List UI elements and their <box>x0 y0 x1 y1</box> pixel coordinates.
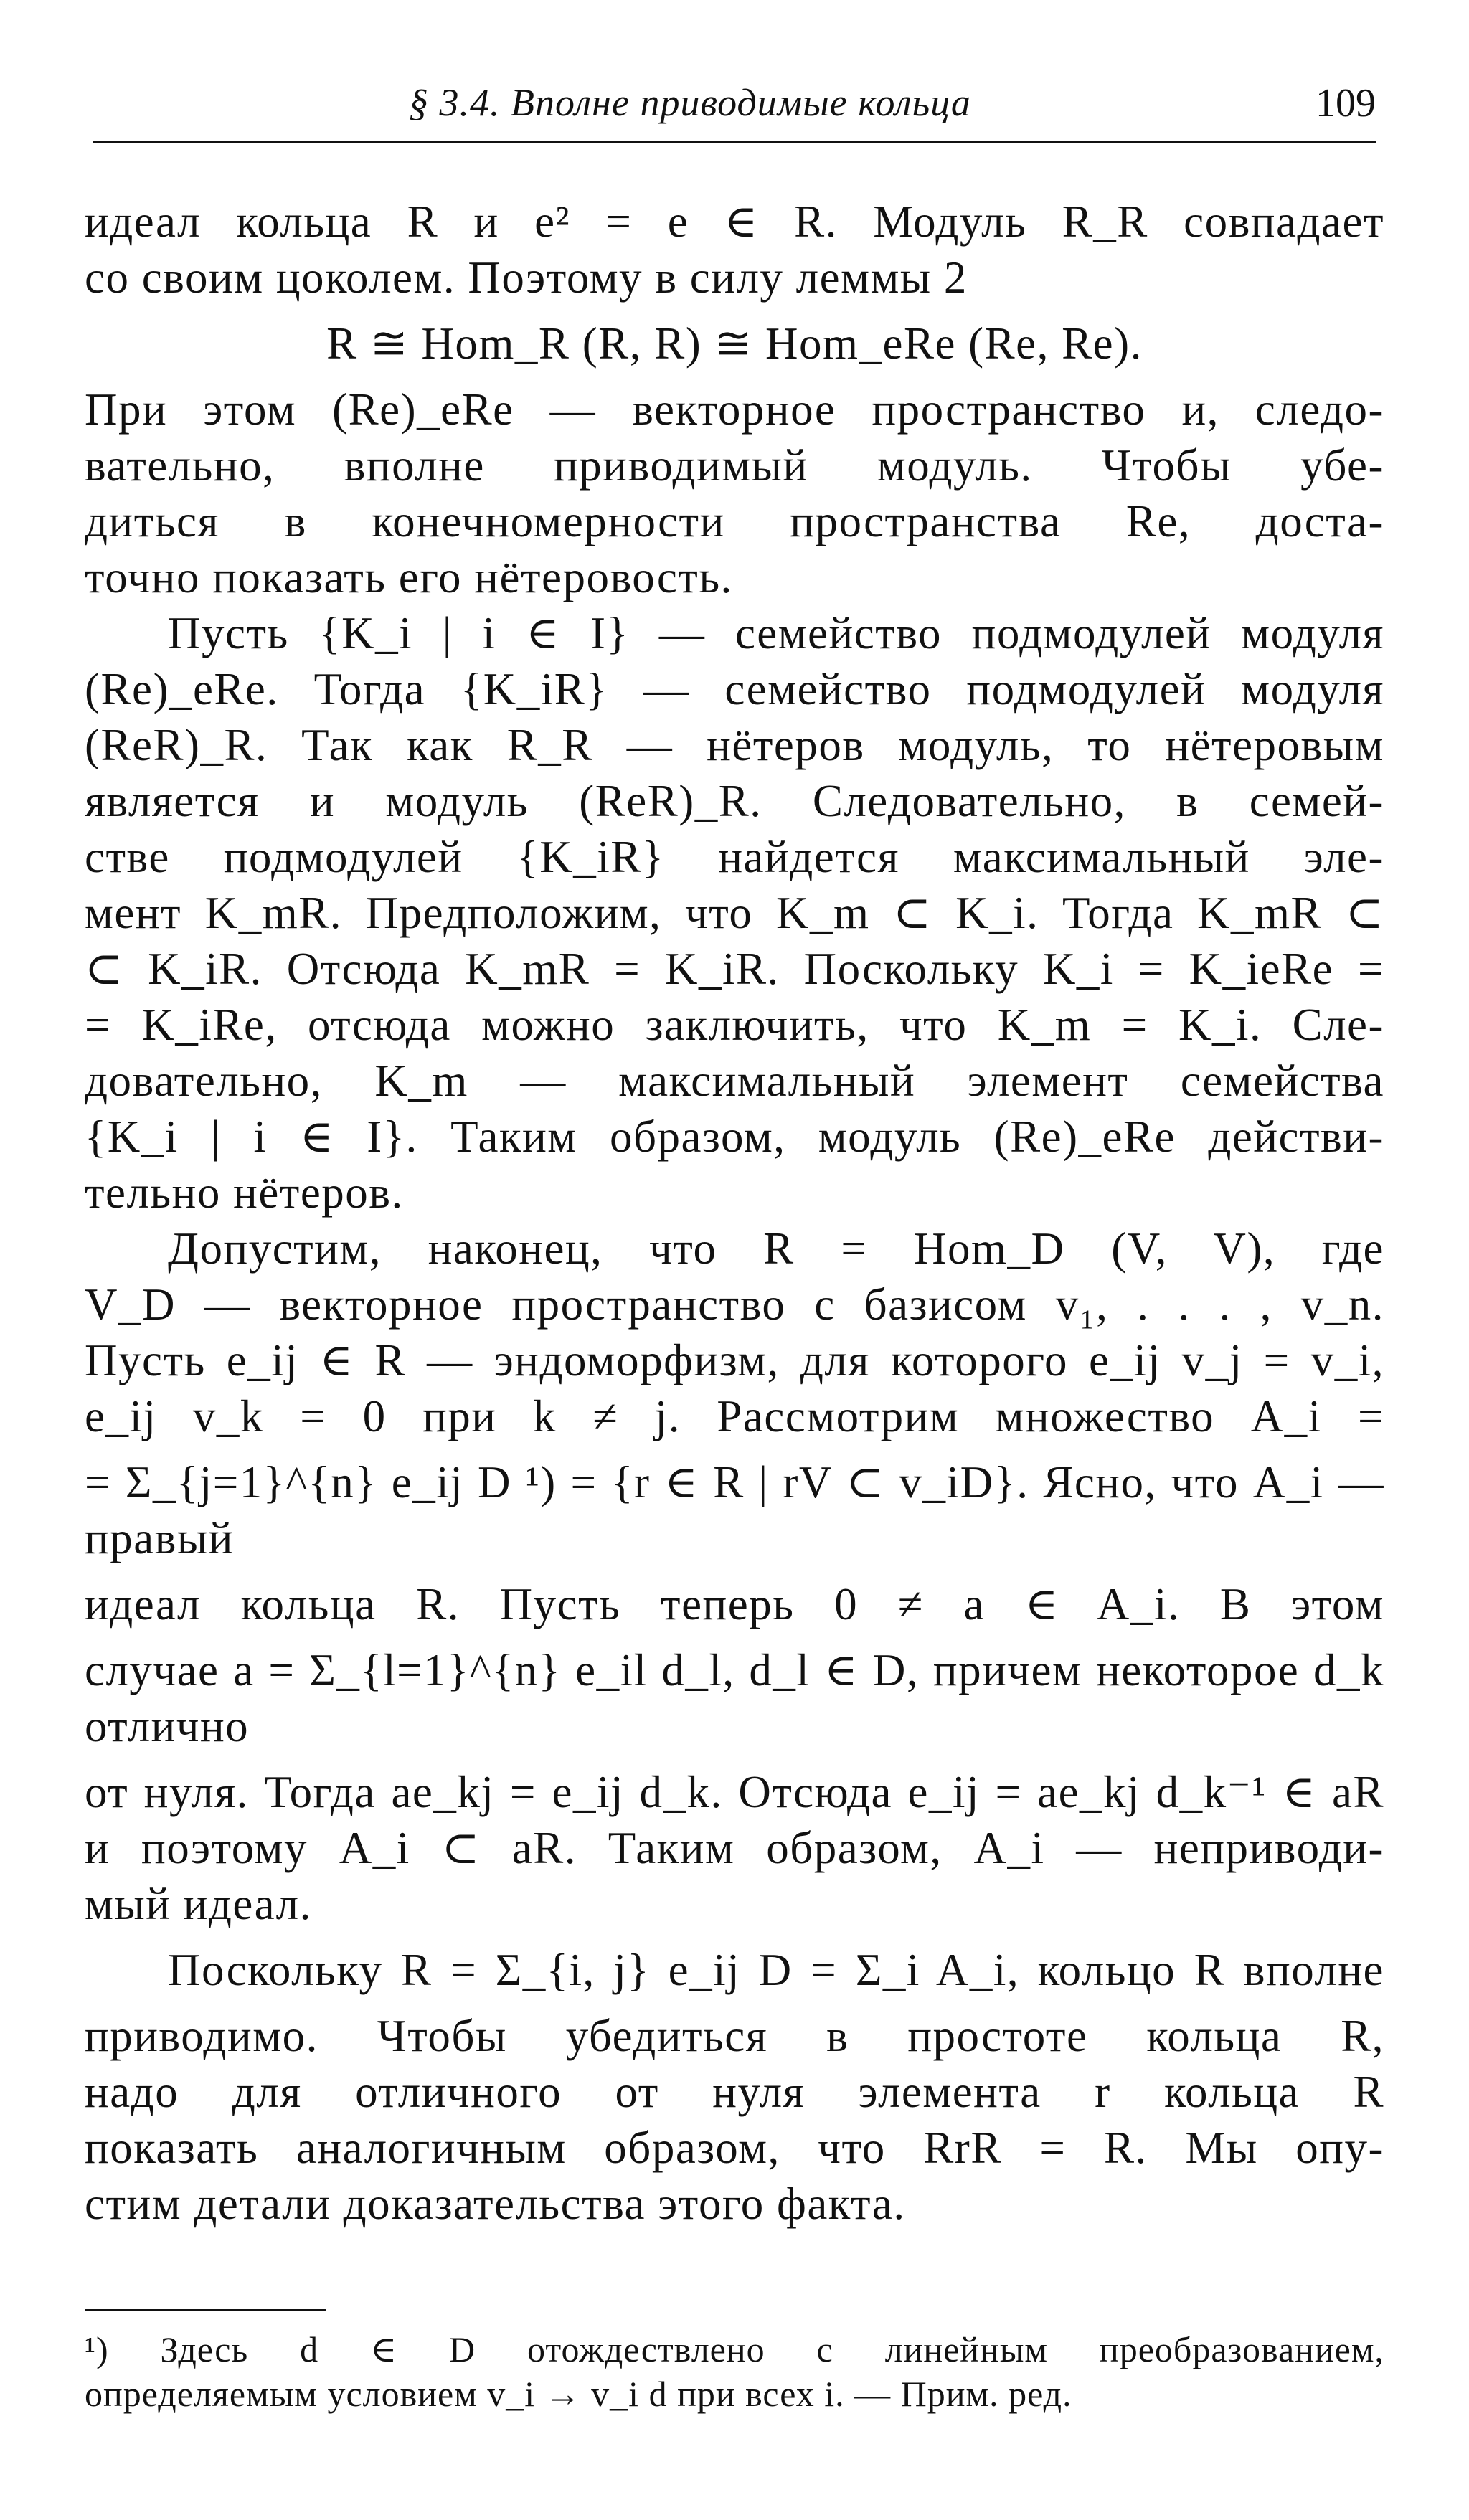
text-line: идеал кольца R. Пусть теперь 0 ≠ a ∈ A_i. В этом <box>85 1579 1384 1629</box>
text-line: стве подмодулей {K_iR} найдется максимальный эле- <box>85 832 1384 882</box>
text-line: Пусть e_ij ∈ R — эндоморфизм, для которого e_ij v_j = v_i, <box>85 1335 1384 1385</box>
text-line: мый идеал. <box>85 1879 312 1929</box>
text-line: со своим цоколем. Поэтому в силу леммы 2 <box>85 252 968 303</box>
footnote-line: ¹) Здесь d ∈ D отождествлено с линейным преобразованием, <box>85 2329 1384 2369</box>
text-line: показать аналогичным образом, что RrR = R. Мы опу- <box>85 2123 1384 2173</box>
text-line: = K_iRe, отсюда можно заключить, что K_m = K_i. Сле- <box>85 1000 1384 1050</box>
text-line-with-sum: = Σ_{j=1}^{n} e_ij D ¹) = {r ∈ R | rV ⊂ v_iD}. Ясно, что A_i — правый <box>85 1457 1384 1563</box>
text-line: вательно, вполне приводимый модуль. Чтобы убе- <box>85 440 1384 491</box>
running-title: § 3.4. Вполне приводимые кольца <box>409 81 971 124</box>
footnote-rule <box>85 2309 326 2311</box>
page-number: 109 <box>1316 81 1376 125</box>
text-line: приводимо. Чтобы убедиться в простоте кольца R, <box>85 2011 1384 2061</box>
text-line: (Re)_eRe. Тогда {K_iR} — семейство подмодулей модуля <box>85 664 1384 714</box>
text-line: V_D — векторное пространство с базисом v₁, . . . , v_n. <box>85 1279 1384 1330</box>
text-line: диться в конечномерности пространства Re, доста- <box>85 496 1384 546</box>
body-text <box>85 194 1384 2232</box>
paragraph-start: Пусть {K_i | i ∈ I} — семейство подмодулей модуля <box>168 608 1384 658</box>
display-formula: R ≅ Hom_R (R, R) ≅ Hom_eRe (Re, Re). <box>326 318 1143 369</box>
text-line: от нуля. Тогда ae_kj = e_ij d_k. Отсюда e_ij = ae_kj d_k⁻¹ ∈ aR <box>85 1767 1384 1817</box>
text-line-with-sum: случае a = Σ_{l=1}^{n} e_il d_l, d_l ∈ D, причем некоторое d_k отлично <box>85 1645 1384 1751</box>
footnote-line: определяемым условием v_i → v_i d при всех i. — Прим. ред. <box>85 2374 1072 2414</box>
text-line: e_ij v_k = 0 при k ≠ j. Рассмотрим множество A_i = <box>85 1391 1384 1441</box>
text-line: является и модуль (ReR)_R. Следовательно, в семей- <box>85 776 1384 826</box>
footnote <box>85 2327 1384 2416</box>
running-header <box>93 80 1376 143</box>
paragraph-start: Допустим, наконец, что R = Hom_D (V, V), где <box>168 1223 1384 1274</box>
paragraph-start: Поскольку R = Σ_{i, j} e_ij D = Σ_i A_i, кольцо R вполне <box>168 1945 1384 1995</box>
text-line: (ReR)_R. Так как R_R — нётеров модуль, то нётеровым <box>85 720 1384 770</box>
text-line: идеал кольца R и e² = e ∈ R. Модуль R_R совпадает <box>85 196 1384 247</box>
text-line: надо для отличного от нуля элемента r кольца R <box>85 2067 1384 2117</box>
text-line: точно показать его нётеровость. <box>85 552 733 602</box>
text-line: {K_i | i ∈ I}. Таким образом, модуль (Re)_eRe действи- <box>85 1112 1384 1162</box>
text-line: ⊂ K_iR. Отсюда K_mR = K_iR. Поскольку K_i = K_ieRe = <box>85 944 1384 994</box>
text-line: довательно, K_m — максимальный элемент семейства <box>85 1056 1384 1106</box>
text-line: стим детали доказательства этого факта. <box>85 2179 906 2229</box>
text-line: мент K_mR. Предположим, что K_m ⊂ K_i. Тогда K_mR ⊂ <box>85 888 1384 938</box>
text-line: При этом (Re)_eRe — векторное пространство и, следо- <box>85 384 1384 435</box>
text-line: и поэтому A_i ⊂ aR. Таким образом, A_i — неприводи- <box>85 1823 1384 1873</box>
text-line: тельно нётеров. <box>85 1167 404 1218</box>
